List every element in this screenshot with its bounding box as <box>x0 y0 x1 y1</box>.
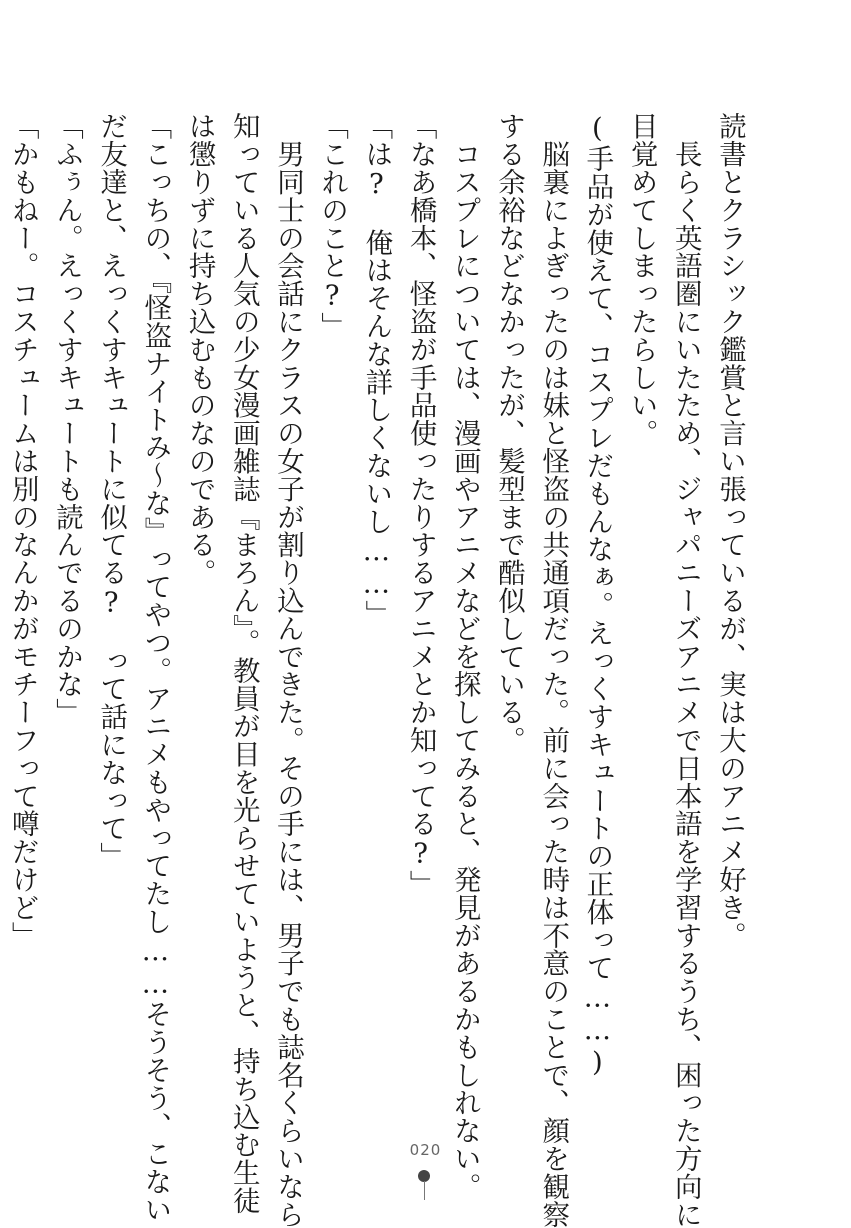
text-line: 「ふぅん。えっくすキュートも読んでるのかな」 <box>50 112 83 726</box>
text-line: は懲りずに持ち込むものなのである。 <box>183 112 216 587</box>
text-line: 知っている人気の少女漫画雑誌『まろん』。教員が目を光らせていようと、持ち込む生徒 <box>227 112 260 1215</box>
text-line: (手品が使えて、コスプレだもんなぁ。えっくすキュートの正体って……) <box>581 112 614 1079</box>
text-line: 目覚めてしまったらしい。 <box>625 112 658 447</box>
text-line: コスプレについては、漫画やアニメなどを探してみると、発見があるかもしれない。 <box>448 112 481 1201</box>
text-line: 「こっちの、『怪盗ナイトみ〜な』ってやつ。アニメもやってたし……そうそう、こない <box>139 112 172 1224</box>
text-line: 読書とクラシック鑑賞と言い張っているが、実は大のアニメ好き。 <box>714 112 746 949</box>
text-line: する余裕などなかったが、髪型まで酷似している。 <box>492 112 525 754</box>
text-line: 脳裏によぎったのは妹と怪盗の共通項だった。前に会った時は不意のことで、顔を観察 <box>537 112 570 1228</box>
text-line: 「は? 俺はそんな詳しくないし……」 <box>360 112 393 628</box>
text-line: 長らく英語圏にいたため、ジャパニーズアニメで日本語を学習するうち、困った方向に <box>669 112 702 1228</box>
text-line: 「これのこと?」 <box>316 112 349 340</box>
text-line: 「かもねー。コスチュームは別のなんかがモチーフって噂だけど」 <box>6 112 39 949</box>
text-line: 「なあ橋本、怪盗が手品使ったりするアニメとか知ってる?」 <box>404 112 437 898</box>
text-line: だ友達と、えっくすキュートに似てる? って話になって」 <box>95 112 128 870</box>
text-line: 男同士の会話にクラスの女子が割り込んできた。その手には、男子でも誌名くらいなら <box>271 112 304 1228</box>
page-marker-line <box>424 1181 425 1200</box>
page-number: 020 <box>409 1141 442 1159</box>
text-line <box>0 112 1 1092</box>
